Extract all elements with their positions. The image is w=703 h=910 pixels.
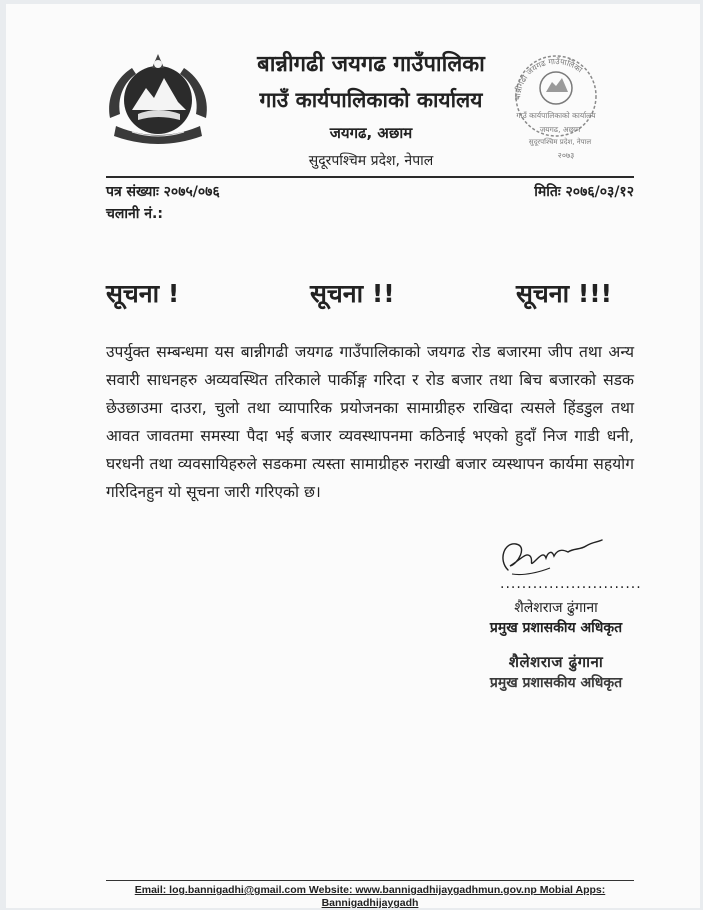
- office-stamp-icon: [508, 48, 604, 178]
- notice-body: उपर्युक्त सम्बन्धमा यस बान्नीगढी जयगढ गाउँपालिकाको जयगढ रोड बजारमा जीप तथा अन्य सवारी साधनहरु अव्यवस्थित तरिकाले पार्कीङ्ग गरिदा र रोड बजार तथा बिच बजारको सडक छेउछाउमा दाउरा, चुलो तथा व्यापारिक प्रयोजनका सामाग्रीहरु राखिदा त्यसले हिंडडुल तथा आवत जावतमा समस्या पैदा भई बजार व्यवस्थापनमा कठिनाई भएको हुदाँ निज गाडी धनी, घरधनी तथा व्यवसायिहरुले सडकमा त्यस्ता सामाग्रीहरु नराखी बजार व्यस्थापन कार्यमा सहयोग गरिदिनहुन यो सूचना जारी गरिएको छ।: [106, 343, 634, 501]
- signature-dots: ..........................: [500, 576, 642, 592]
- office-name: गाउँ कार्यपालिकाको कार्यालय: [259, 88, 483, 112]
- letter-number: पत्र संख्याः २०७५/०७६: [106, 184, 220, 200]
- svg-text:बान्नीगढी जयगढ गाउँपालिका: [512, 56, 584, 100]
- letter-date: मितिः २०७६/०३/१२: [534, 184, 634, 200]
- title-stamp: प्रमुख प्रशासकीय अधिकृत: [489, 675, 623, 691]
- stamp-location-text: जयगढ, अछाम: [539, 125, 581, 134]
- notice-heading-2: सूचना !!: [310, 279, 395, 308]
- signatory-name: शैलेशराज ढुंगाना: [514, 600, 598, 616]
- notice-heading-1: सूचना !: [106, 279, 180, 308]
- province-name: सुदूरपश्चिम प्रदेश, नेपाल: [308, 153, 434, 169]
- signature-icon: [494, 530, 604, 580]
- office-location: जयगढ, अछाम: [329, 124, 413, 142]
- stamp-office-text: गाउँ कार्यपालिकाको कार्यालय: [516, 111, 596, 120]
- stamp-province-text: सुदूरपश्चिम प्रदेश, नेपाल: [528, 138, 592, 146]
- dispatch-number: चलानी नं.:: [106, 206, 163, 222]
- stamp-arc-text: बान्नीगढी जयगढ गाउँपालिका: [512, 56, 584, 101]
- stamp-year-text: २०७३: [557, 151, 575, 160]
- nepal-emblem-icon: [102, 48, 214, 152]
- notice-heading-3: सूचना !!!: [516, 279, 613, 308]
- header-divider: [106, 176, 634, 178]
- signatory-title: प्रमुख प्रशासकीय अधिकृत: [489, 620, 623, 636]
- name-stamp: शैलेशराज ढुंगाना: [508, 653, 604, 671]
- municipality-name: बान्नीगढी जयगढ गाउँपालिका: [257, 52, 485, 77]
- footer-contact: Email: log.bannigadhi@gmail.com Website: www.bannigadhijaygadhmun.gov.np Mobial Apps: Bannigadhijaygadh: [134, 884, 606, 909]
- document-page: [6, 4, 700, 908]
- footer-divider: [106, 880, 634, 881]
